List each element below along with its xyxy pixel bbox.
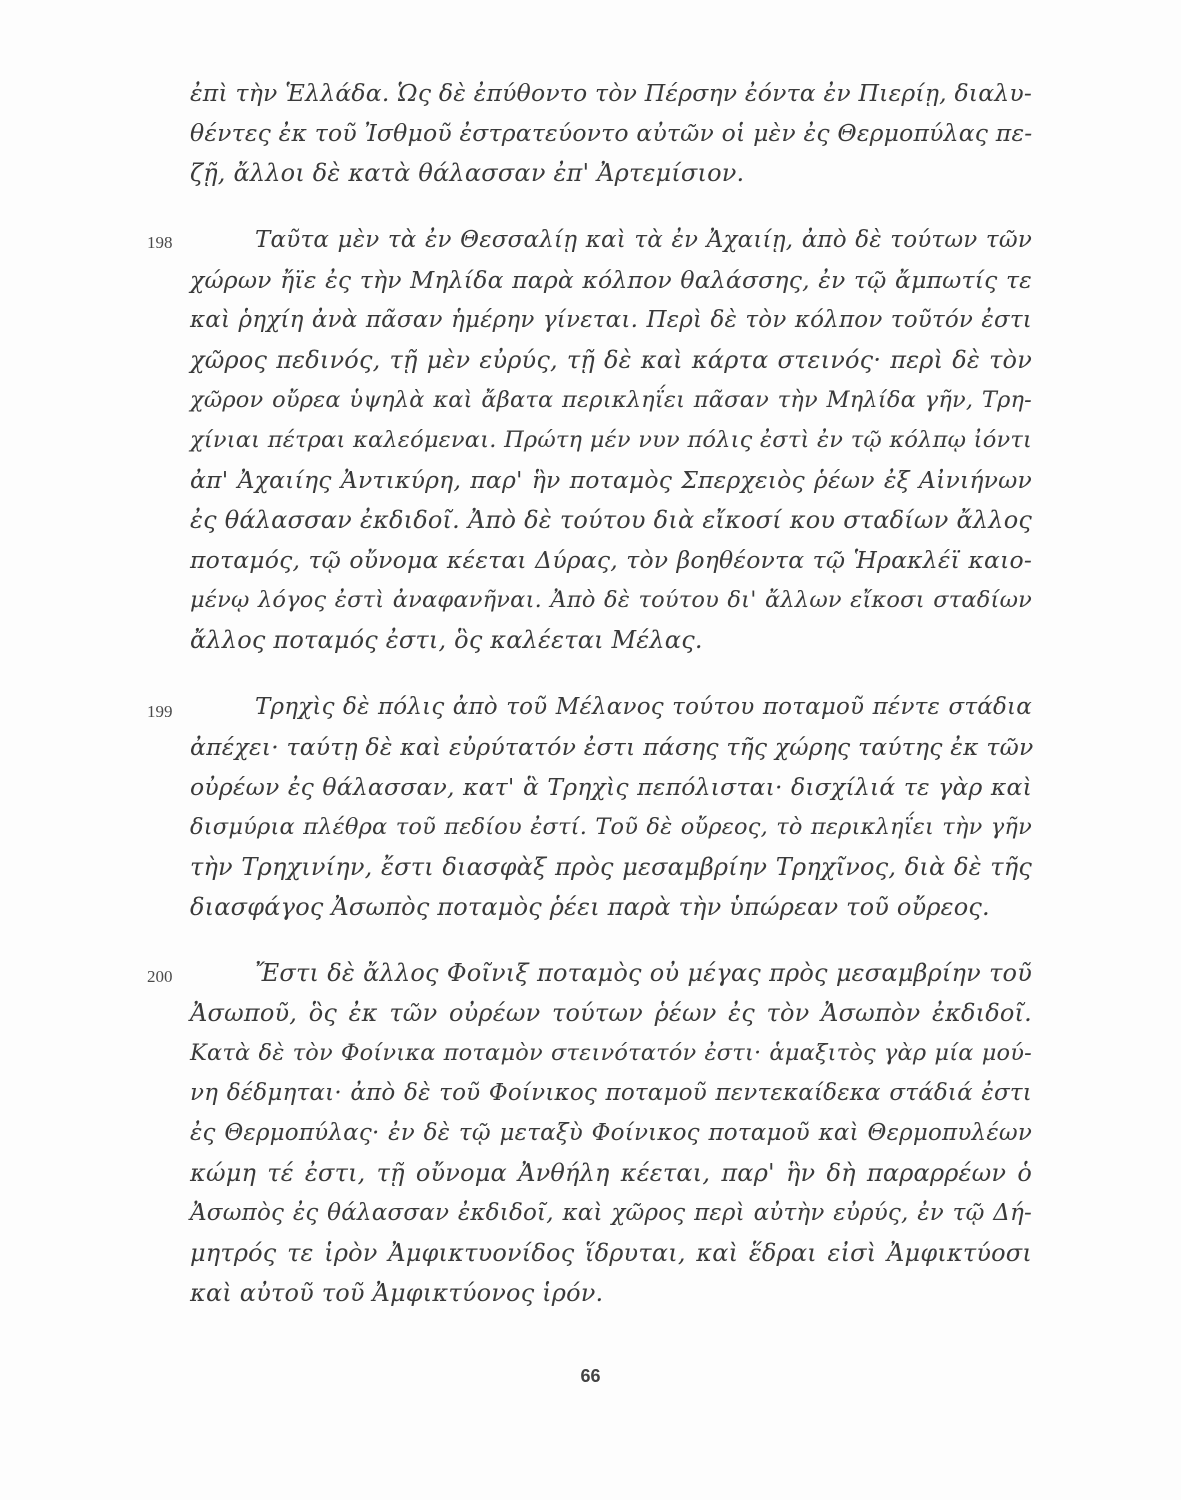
text-line: μένῳ λόγος ἐστὶ ἀναφανῆναι. Ἀπὸ δὲ τούτου δι' ἄλλων εἴκοσι σταδίων	[190, 587, 1032, 613]
text-line: χῶρος πεδινός, τῇ μὲν εὐρύς, τῇ δὲ καὶ κάρτα στεινός· περὶ δὲ τὸν	[190, 346, 1032, 374]
text-line: Ἔστι δὲ ἄλλος Φοῖνιξ ποταμὸς οὐ μέγας πρὸς μεσαμβρίην τοῦ	[255, 959, 1032, 987]
text-line: οὐρέων ἐς θάλασσαν, κατ' ἃ Τρηχὶς πεπόλισται· δισχίλιά τε γὰρ καὶ	[190, 773, 1032, 801]
text-line: χίνιαι πέτραι καλεόμεναι. Πρώτη μέν νυν πόλις ἐστὶ ἐν τῷ κόλπῳ ἰόντι	[190, 427, 1032, 453]
section-number: 199	[147, 702, 173, 721]
text-line: Ἀσωπὸς ἐς θάλασσαν ἐκδιδοῖ, καὶ χῶρος περὶ αὐτὴν εὐρύς, ἐν τῷ Δή-	[190, 1200, 1032, 1226]
text-line: ἐπὶ τὴν Ἑλλάδα. Ὡς δὲ ἐπύθοντο τὸν Πέρσην ἐόντα ἐν Πιερίῃ, διαλυ-	[190, 79, 1032, 107]
text-line: Ἀσωποῦ, ὃς ἐκ τῶν οὐρέων τούτων ῥέων ἐς τὸν Ἀσωπὸν ἐκδιδοῖ.	[190, 999, 1032, 1027]
text-line: δισμύρια πλέθρα τοῦ πεδίου ἐστί. Τοῦ δὲ οὔρεος, τὸ περικληΐει τὴν γῆν	[190, 814, 1032, 840]
page-number: 66	[580, 1366, 601, 1386]
text-line: καὶ ῥηχίη ἀνὰ πᾶσαν ἡμέρην γίνεται. Περὶ δὲ τὸν κόλπον τοῦτόν ἐστι	[190, 307, 1032, 333]
text-line: χῶρον οὔρεα ὑψηλὰ καὶ ἄβατα περικληΐει πᾶσαν τὴν Μηλίδα γῆν, Τρη-	[190, 387, 1032, 413]
text-line: ζῇ, ἄλλοι δὲ κατὰ θάλασσαν ἐπ' Ἀρτεμίσιον.	[190, 159, 745, 187]
text-line: ποταμός, τῷ οὔνομα κέεται Δύρας, τὸν βοηθέοντα τῷ Ἡρακλέϊ καιο-	[190, 546, 1032, 574]
text-line: θέντες ἐκ τοῦ Ἰσθμοῦ ἐστρατεύοντο αὐτῶν οἱ μὲν ἐς Θερμοπύλας πε-	[190, 119, 1033, 147]
text-line: νη δέδμηται· ἀπὸ δὲ τοῦ Φοίνικος ποταμοῦ πεντεκαίδεκα στάδιά ἐστι	[190, 1080, 1032, 1106]
text-line: τὴν Τρηχινίην, ἔστι διασφὰξ πρὸς μεσαμβρίην Τρηχῖνος, διὰ δὲ τῆς	[190, 853, 1032, 881]
section-number: 198	[147, 233, 173, 252]
text-line: ἐς θάλασσαν ἐκδιδοῖ. Ἀπὸ δὲ τούτου διὰ εἴκοσί κου σταδίων ἄλλος	[190, 506, 1032, 534]
text-line: καὶ αὐτοῦ τοῦ Ἀμφικτύονος ἱρόν.	[190, 1279, 604, 1307]
text-line: ἀπ' Ἀχαιίης Ἀντικύρη, παρ' ἣν ποταμὸς Σπερχειὸς ῥέων ἐξ Αἰνιήνων	[190, 466, 1032, 494]
text-line: Κατὰ δὲ τὸν Φοίνικα ποταμὸν στεινότατόν ἐστι· ἁμαξιτὸς γὰρ μία μού-	[190, 1040, 1032, 1066]
text-line: ἄλλος ποταμός ἐστι, ὃς καλέεται Μέλας.	[190, 626, 703, 654]
text-line: Ταῦτα μὲν τὰ ἐν Θεσσαλίῃ καὶ τὰ ἐν Ἀχαιίῃ, ἀπὸ δὲ τούτων τῶν	[255, 227, 1032, 253]
text-line: χώρων ἤϊε ἐς τὴν Μηλίδα παρὰ κόλπον θαλάσσης, ἐν τῷ ἄμπωτίς τε	[190, 266, 1032, 294]
section-number: 200	[147, 967, 173, 986]
text-line: Τρηχὶς δὲ πόλις ἀπὸ τοῦ Μέλανος τούτου ποταμοῦ πέντε στάδια	[255, 694, 1032, 720]
text-line: διασφάγος Ἀσωπὸς ποταμὸς ῥέει παρὰ τὴν ὑπώρεαν τοῦ οὔρεος.	[190, 893, 990, 921]
text-line: ἐς Θερμοπύλας· ἐν δὲ τῷ μεταξὺ Φοίνικος ποταμοῦ καὶ Θερμοπυλέων	[190, 1120, 1032, 1146]
text-line: κώμη τέ ἐστι, τῇ οὔνομα Ἀνθήλη κέεται, παρ' ἣν δὴ παραρρέων ὁ	[190, 1159, 1032, 1187]
text-line: ἀπέχει· ταύτῃ δὲ καὶ εὐρύτατόν ἐστι πάσης τῆς χώρης ταύτης ἐκ τῶν	[190, 733, 1034, 761]
text-line: μητρός τε ἱρὸν Ἀμφικτυονίδος ἵδρυται, καὶ ἕδραι εἰσὶ Ἀμφικτύοσι	[190, 1239, 1032, 1267]
